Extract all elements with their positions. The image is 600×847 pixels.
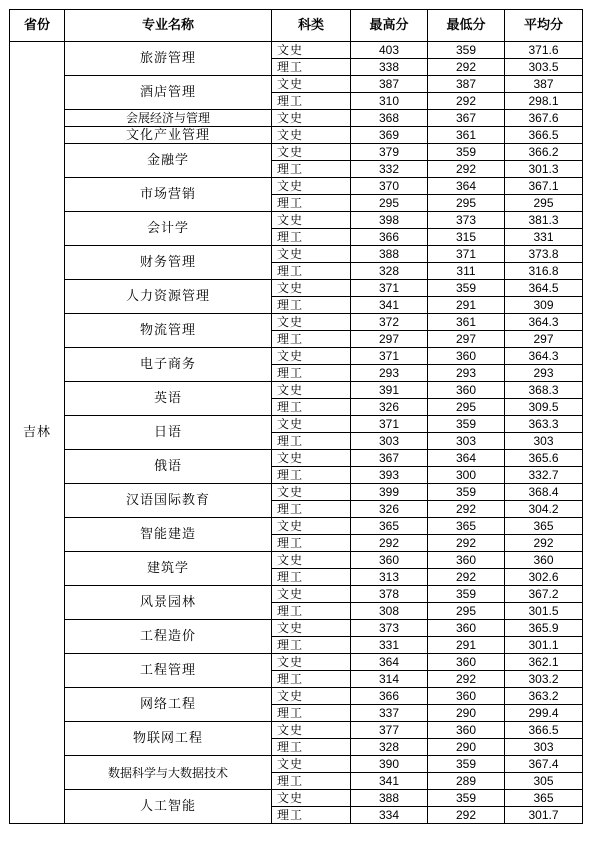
subject-type: 文史 [272, 144, 351, 161]
table-row [10, 246, 583, 263]
avg-score: 363.3 [505, 416, 583, 433]
max-score: 310 [351, 93, 428, 110]
subject-type: 文史 [272, 110, 351, 127]
subject-type: 理工 [272, 331, 351, 348]
min-score: 290 [428, 739, 505, 756]
min-score: 291 [428, 637, 505, 654]
min-score: 292 [428, 93, 505, 110]
major-name: 工程造价 [65, 620, 272, 654]
avg-score: 367.1 [505, 178, 583, 195]
max-score: 369 [351, 127, 428, 144]
max-score: 387 [351, 76, 428, 93]
max-score: 391 [351, 382, 428, 399]
table-row [10, 688, 583, 705]
max-score: 367 [351, 450, 428, 467]
max-score: 371 [351, 348, 428, 365]
avg-score: 301.3 [505, 161, 583, 178]
avg-score: 295 [505, 195, 583, 212]
subject-type: 理工 [272, 603, 351, 620]
min-score: 360 [428, 688, 505, 705]
subject-type: 文史 [272, 348, 351, 365]
subject-type: 文史 [272, 212, 351, 229]
subject-type: 文史 [272, 552, 351, 569]
avg-score: 305 [505, 773, 583, 790]
major-name: 数据科学与大数据技术 [65, 756, 272, 790]
min-score: 293 [428, 365, 505, 382]
subject-type: 理工 [272, 569, 351, 586]
avg-score: 292 [505, 535, 583, 552]
major-name: 俄语 [65, 450, 272, 484]
avg-score: 309 [505, 297, 583, 314]
table-row [10, 42, 583, 59]
max-score: 390 [351, 756, 428, 773]
min-score: 359 [428, 756, 505, 773]
major-name: 财务管理 [65, 246, 272, 280]
major-name: 物联网工程 [65, 722, 272, 756]
min-score: 364 [428, 178, 505, 195]
min-score: 359 [428, 416, 505, 433]
header-province: 省份 [10, 10, 65, 42]
table-row [10, 552, 583, 569]
min-score: 360 [428, 654, 505, 671]
max-score: 293 [351, 365, 428, 382]
major-name: 日语 [65, 416, 272, 450]
avg-score: 303.2 [505, 671, 583, 688]
header-min-score: 最低分 [428, 10, 505, 42]
max-score: 341 [351, 773, 428, 790]
avg-score: 367.2 [505, 586, 583, 603]
subject-type: 文史 [272, 790, 351, 807]
min-score: 292 [428, 59, 505, 76]
subject-type: 理工 [272, 229, 351, 246]
min-score: 315 [428, 229, 505, 246]
subject-type: 文史 [272, 76, 351, 93]
avg-score: 368.4 [505, 484, 583, 501]
table-row [10, 416, 583, 433]
max-score: 372 [351, 314, 428, 331]
max-score: 403 [351, 42, 428, 59]
table-row [10, 790, 583, 807]
avg-score: 363.2 [505, 688, 583, 705]
major-name: 建筑学 [65, 552, 272, 586]
max-score: 338 [351, 59, 428, 76]
max-score: 328 [351, 739, 428, 756]
major-name: 酒店管理 [65, 76, 272, 110]
min-score: 311 [428, 263, 505, 280]
subject-type: 理工 [272, 535, 351, 552]
min-score: 295 [428, 399, 505, 416]
avg-score: 364.5 [505, 280, 583, 297]
table-row [10, 450, 583, 467]
avg-score: 373.8 [505, 246, 583, 263]
table-row [10, 484, 583, 501]
min-score: 387 [428, 76, 505, 93]
min-score: 359 [428, 42, 505, 59]
avg-score: 364.3 [505, 314, 583, 331]
max-score: 364 [351, 654, 428, 671]
major-name: 电子商务 [65, 348, 272, 382]
max-score: 373 [351, 620, 428, 637]
major-name: 风景园林 [65, 586, 272, 620]
avg-score: 365 [505, 790, 583, 807]
max-score: 297 [351, 331, 428, 348]
min-score: 292 [428, 161, 505, 178]
min-score: 365 [428, 518, 505, 535]
avg-score: 366.5 [505, 722, 583, 739]
max-score: 303 [351, 433, 428, 450]
min-score: 297 [428, 331, 505, 348]
max-score: 341 [351, 297, 428, 314]
subject-type: 文史 [272, 246, 351, 263]
min-score: 303 [428, 433, 505, 450]
max-score: 334 [351, 807, 428, 824]
subject-type: 理工 [272, 467, 351, 484]
subject-type: 理工 [272, 93, 351, 110]
min-score: 360 [428, 382, 505, 399]
table-row [10, 110, 583, 127]
subject-type: 文史 [272, 688, 351, 705]
major-name: 智能建造 [65, 518, 272, 552]
max-score: 366 [351, 229, 428, 246]
avg-score: 303 [505, 433, 583, 450]
major-name: 人力资源管理 [65, 280, 272, 314]
subject-type: 理工 [272, 637, 351, 654]
avg-score: 332.7 [505, 467, 583, 484]
min-score: 295 [428, 195, 505, 212]
table-row [10, 620, 583, 637]
table-body [10, 42, 583, 824]
min-score: 359 [428, 280, 505, 297]
score-table [9, 9, 583, 824]
subject-type: 理工 [272, 807, 351, 824]
table-row [10, 212, 583, 229]
avg-score: 365.9 [505, 620, 583, 637]
max-score: 313 [351, 569, 428, 586]
min-score: 359 [428, 586, 505, 603]
subject-type: 理工 [272, 399, 351, 416]
avg-score: 309.5 [505, 399, 583, 416]
min-score: 292 [428, 535, 505, 552]
min-score: 364 [428, 450, 505, 467]
max-score: 370 [351, 178, 428, 195]
table-row [10, 518, 583, 535]
max-score: 314 [351, 671, 428, 688]
subject-type: 文史 [272, 42, 351, 59]
avg-score: 301.5 [505, 603, 583, 620]
avg-score: 302.6 [505, 569, 583, 586]
max-score: 295 [351, 195, 428, 212]
max-score: 371 [351, 280, 428, 297]
subject-type: 理工 [272, 365, 351, 382]
table-row [10, 654, 583, 671]
major-name: 会计学 [65, 212, 272, 246]
avg-score: 371.6 [505, 42, 583, 59]
header-major: 专业名称 [65, 10, 272, 42]
major-name: 文化产业管理 [65, 127, 272, 144]
avg-score: 303.5 [505, 59, 583, 76]
avg-score: 365.6 [505, 450, 583, 467]
avg-score: 316.8 [505, 263, 583, 280]
major-name: 工程管理 [65, 654, 272, 688]
subject-type: 理工 [272, 671, 351, 688]
subject-type: 文史 [272, 586, 351, 603]
avg-score: 365 [505, 518, 583, 535]
major-name: 汉语国际教育 [65, 484, 272, 518]
table-row [10, 756, 583, 773]
subject-type: 理工 [272, 161, 351, 178]
table-row [10, 144, 583, 161]
max-score: 377 [351, 722, 428, 739]
avg-score: 331 [505, 229, 583, 246]
min-score: 292 [428, 501, 505, 518]
table-row [10, 586, 583, 603]
header-row [10, 10, 583, 42]
max-score: 368 [351, 110, 428, 127]
subject-type: 理工 [272, 297, 351, 314]
max-score: 399 [351, 484, 428, 501]
subject-type: 文史 [272, 620, 351, 637]
avg-score: 387 [505, 76, 583, 93]
max-score: 308 [351, 603, 428, 620]
min-score: 359 [428, 484, 505, 501]
major-name: 物流管理 [65, 314, 272, 348]
subject-type: 理工 [272, 501, 351, 518]
min-score: 360 [428, 552, 505, 569]
max-score: 328 [351, 263, 428, 280]
subject-type: 文史 [272, 127, 351, 144]
min-score: 360 [428, 620, 505, 637]
max-score: 326 [351, 501, 428, 518]
avg-score: 360 [505, 552, 583, 569]
header-max-score: 最高分 [351, 10, 428, 42]
max-score: 332 [351, 161, 428, 178]
avg-score: 299.4 [505, 705, 583, 722]
table-row [10, 280, 583, 297]
min-score: 360 [428, 348, 505, 365]
subject-type: 文史 [272, 314, 351, 331]
min-score: 289 [428, 773, 505, 790]
max-score: 371 [351, 416, 428, 433]
avg-score: 301.7 [505, 807, 583, 824]
subject-type: 文史 [272, 280, 351, 297]
avg-score: 301.1 [505, 637, 583, 654]
subject-type: 文史 [272, 654, 351, 671]
avg-score: 381.3 [505, 212, 583, 229]
subject-type: 文史 [272, 382, 351, 399]
subject-type: 理工 [272, 739, 351, 756]
subject-type: 理工 [272, 59, 351, 76]
subject-type: 理工 [272, 195, 351, 212]
max-score: 388 [351, 790, 428, 807]
subject-type: 文史 [272, 416, 351, 433]
max-score: 393 [351, 467, 428, 484]
max-score: 379 [351, 144, 428, 161]
subject-type: 理工 [272, 433, 351, 450]
subject-type: 文史 [272, 722, 351, 739]
table-row [10, 314, 583, 331]
min-score: 290 [428, 705, 505, 722]
table-row [10, 178, 583, 195]
min-score: 292 [428, 569, 505, 586]
header-subject: 科类 [272, 10, 351, 42]
subject-type: 理工 [272, 705, 351, 722]
province-cell: 吉林 [10, 42, 65, 824]
max-score: 360 [351, 552, 428, 569]
header-avg-score: 平均分 [505, 10, 583, 42]
min-score: 361 [428, 127, 505, 144]
avg-score: 367.6 [505, 110, 583, 127]
min-score: 371 [428, 246, 505, 263]
min-score: 292 [428, 671, 505, 688]
major-name: 英语 [65, 382, 272, 416]
max-score: 366 [351, 688, 428, 705]
major-name: 会展经济与管理 [65, 110, 272, 127]
avg-score: 304.2 [505, 501, 583, 518]
major-name: 网络工程 [65, 688, 272, 722]
avg-score: 367.4 [505, 756, 583, 773]
min-score: 359 [428, 144, 505, 161]
min-score: 373 [428, 212, 505, 229]
max-score: 292 [351, 535, 428, 552]
major-name: 人工智能 [65, 790, 272, 824]
max-score: 388 [351, 246, 428, 263]
max-score: 365 [351, 518, 428, 535]
min-score: 360 [428, 722, 505, 739]
avg-score: 366.5 [505, 127, 583, 144]
min-score: 359 [428, 790, 505, 807]
avg-score: 364.3 [505, 348, 583, 365]
table-row [10, 722, 583, 739]
avg-score: 297 [505, 331, 583, 348]
min-score: 295 [428, 603, 505, 620]
major-name: 市场营销 [65, 178, 272, 212]
subject-type: 文史 [272, 178, 351, 195]
avg-score: 298.1 [505, 93, 583, 110]
avg-score: 303 [505, 739, 583, 756]
table-row [10, 76, 583, 93]
table-row [10, 127, 583, 144]
major-name: 金融学 [65, 144, 272, 178]
avg-score: 368.3 [505, 382, 583, 399]
max-score: 378 [351, 586, 428, 603]
min-score: 361 [428, 314, 505, 331]
subject-type: 理工 [272, 773, 351, 790]
min-score: 291 [428, 297, 505, 314]
subject-type: 文史 [272, 518, 351, 535]
table-row [10, 348, 583, 365]
min-score: 292 [428, 807, 505, 824]
max-score: 337 [351, 705, 428, 722]
avg-score: 366.2 [505, 144, 583, 161]
subject-type: 理工 [272, 263, 351, 280]
major-name: 旅游管理 [65, 42, 272, 76]
table-row [10, 382, 583, 399]
avg-score: 362.1 [505, 654, 583, 671]
min-score: 300 [428, 467, 505, 484]
max-score: 331 [351, 637, 428, 654]
min-score: 367 [428, 110, 505, 127]
avg-score: 293 [505, 365, 583, 382]
subject-type: 文史 [272, 484, 351, 501]
max-score: 398 [351, 212, 428, 229]
subject-type: 文史 [272, 756, 351, 773]
max-score: 326 [351, 399, 428, 416]
subject-type: 文史 [272, 450, 351, 467]
